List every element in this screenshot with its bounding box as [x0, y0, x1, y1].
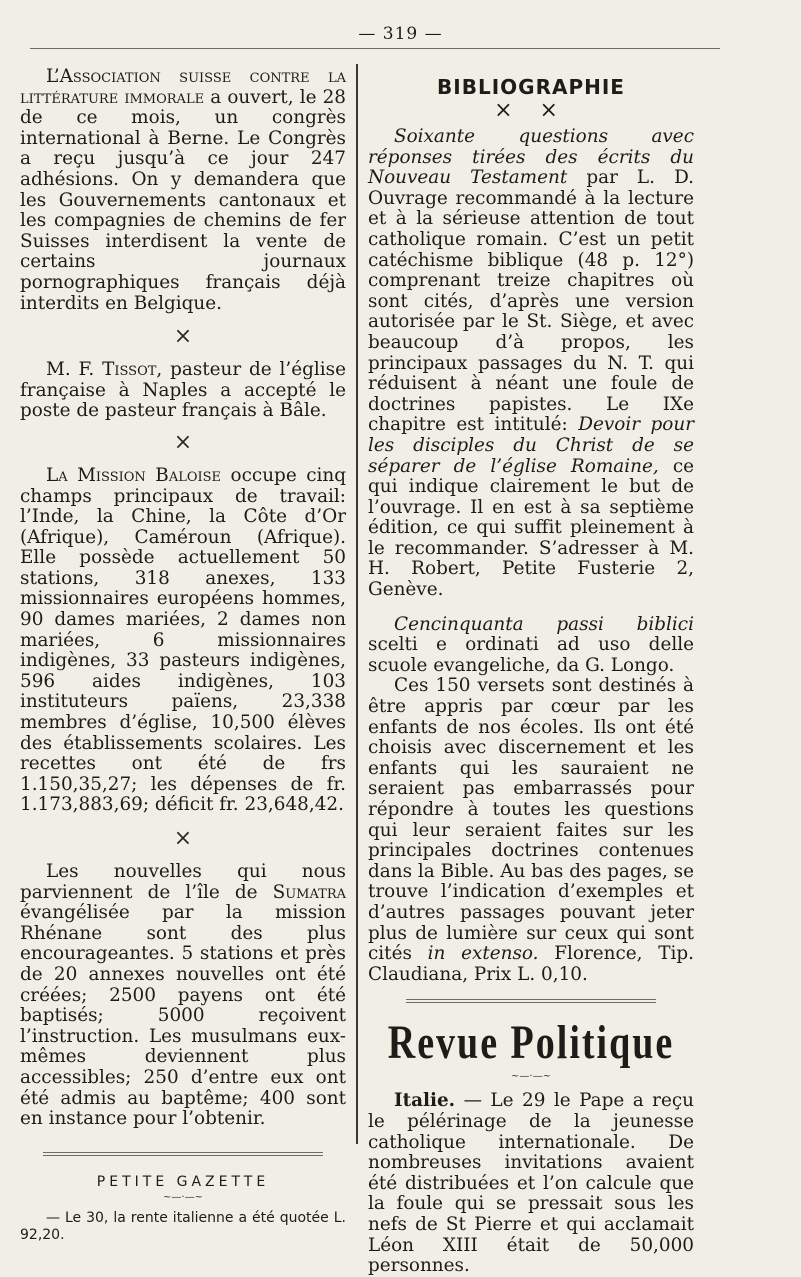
tissot-paragraph	[20, 360, 346, 422]
association-lead: L’Association suisse contre la littérature immorale	[20, 66, 346, 108]
sumatra-name: Sumatra	[272, 881, 346, 903]
left-column	[20, 67, 346, 1244]
gazette-text: — Le 30, la rente italienne a été quotée L. 92,20.	[20, 1210, 346, 1244]
bibliography-separator: × ×	[494, 98, 568, 123]
gazette-ornament: ~—·—~	[163, 1192, 203, 1204]
tissot-lead: M. F. Tissot,	[46, 359, 163, 381]
book2-desc-before: Ces 150 versets sont destinés à être appris par cœur par les enfants de nos écoles. Ils ont été choisis avec discernement et les enfants qui les sauraient ne seraient pas embarrassés pour répondre à toutes les questions qui leur seraient faites sur les principales doctrines contenues dans la Bible. Au bas des pages, se trouve l’indication d’exemples et d’autres passages pouvant jeter plus de lumière sur ceux qui sont cités	[368, 675, 694, 965]
separator-cross: ×	[173, 826, 193, 851]
sumatra-after: évangélisée par la mission Rhénane sont des plus encourageantes. 5 stations et près de 20 annexes nouvelles ont été créées; 2500 payens ont été baptisés; 5000 reçoivent l’instruction. Les musulmans eux-mêmes deviennent plus accessibles; 250 d’entre eux ont été admis au baptême; 400 sont en instance pour l’obtenir.	[20, 902, 346, 1130]
tissot-text: pasteur de l’église française à Naples a accepté le poste de pasteur français à Bâle.	[20, 359, 346, 422]
book2-desc-italic: in extenso.	[427, 943, 539, 965]
separator-cross: ×	[173, 324, 193, 350]
sumatra-before: Les nouvelles qui nous parviennent de l’île de	[20, 861, 346, 903]
association-paragraph	[20, 67, 346, 314]
book2-desc-after: Florence, Tip. Claudiana, Prix L. 0,10.	[368, 943, 694, 985]
section-rule	[406, 999, 656, 1003]
right-column	[368, 67, 694, 1277]
separator-cross: ×	[173, 429, 193, 455]
italie-paragraph	[368, 1091, 694, 1276]
column-divider	[356, 64, 358, 1144]
book1-paragraph	[368, 127, 694, 601]
mission-text: occupe cinq champs principaux de travail: l’Inde, la Chine, la Côte d’Or (Afrique), Caméroun (Afrique). Elle possède actuellement 50 stations, 318 anexes, 133 missionnaires européens hommes, 90 dames mariées, 2 dames non mariées, 6 missionnaires indigènes, 33 pasteurs indigènes, 596 aides indigènes, 103 instituteurs païens, 23,338 membres d’église, 10,500 élèves des établissements scolaires. Les recettes ont été de frs 1.150,35,27; les dépenses de fr. 1.173,883,69; déficit fr. 23,648,42.	[20, 464, 346, 816]
mission-paragraph	[20, 466, 346, 816]
page-number: — 319 —	[358, 24, 443, 44]
book1-text: par L. D. Ouvrage recommandé à la lecture et à la sérieuse attention de tout catholique romain. C’est un petit catéchisme biblique (48 p. 12°) comprenant treize chapitres où sont cités, d’après une version autorisée par le St. Siège, et avec beaucoup d’à propos, les principaux passages du N. T. qui réduisent à néant une foule de doctrines papistes. Le IXe chapitre est intitulé:	[368, 167, 695, 436]
gazette-title: PETITE GAZETTE	[96, 1173, 270, 1190]
book2-description	[368, 676, 694, 985]
book2-title: Cencinquanta passi biblici	[394, 613, 694, 635]
book2-text: scelti e ordinati ad uso delle scuole evangeliche, da G. Longo.	[368, 634, 694, 676]
bibliography-title: BIBLIOGRAPHIE	[437, 75, 625, 99]
italie-text: — Le 29 le Pape a reçu le pélérinage de la jeunesse catholique internationale. De nombreuses invitations avaient été distribuées et l’on calcule que la foule qui se pressait sous les nefs de St Pierre et qui acclamait Léon XIII était de 50,000 personnes.	[368, 1090, 694, 1277]
revue-politique-title: Revue Politique	[387, 1017, 675, 1070]
book1-title: Soixante questions avec réponses tirées des écrits du Nouveau Testament	[368, 126, 694, 189]
section-rule	[43, 1152, 323, 1156]
revue-ornament: ~—·—~	[511, 1071, 551, 1083]
mission-lead: La Mission Baloise	[46, 464, 222, 486]
italie-lead: Italie.	[394, 1090, 456, 1112]
association-text: a ouvert, le 28 de ce mois, un congrès international à Berne. Le Congrès a reçu jusqu’à ce jour 247 adhésions. On y demandera que les Gouvernements cantonaux et les compagnies de chemins de fer Suisses interdisent la vente de certains journaux pornographiques français déjà interdits en Belgique.	[20, 86, 346, 314]
header-rule	[30, 48, 720, 49]
book1-end: ce qui indique clairement le but de l’ouvrage. Il en est à sa septième édition, ce qui suffit pleinement à le recommander. S’adresser à M. H. Robert, Petite Fusterie 2, Genève.	[368, 455, 694, 601]
sumatra-paragraph	[20, 862, 346, 1130]
book2-paragraph	[368, 615, 694, 677]
book1-chapter: Devoir pour les disciples du Christ de se séparer de l’église Romaine,	[368, 414, 694, 477]
